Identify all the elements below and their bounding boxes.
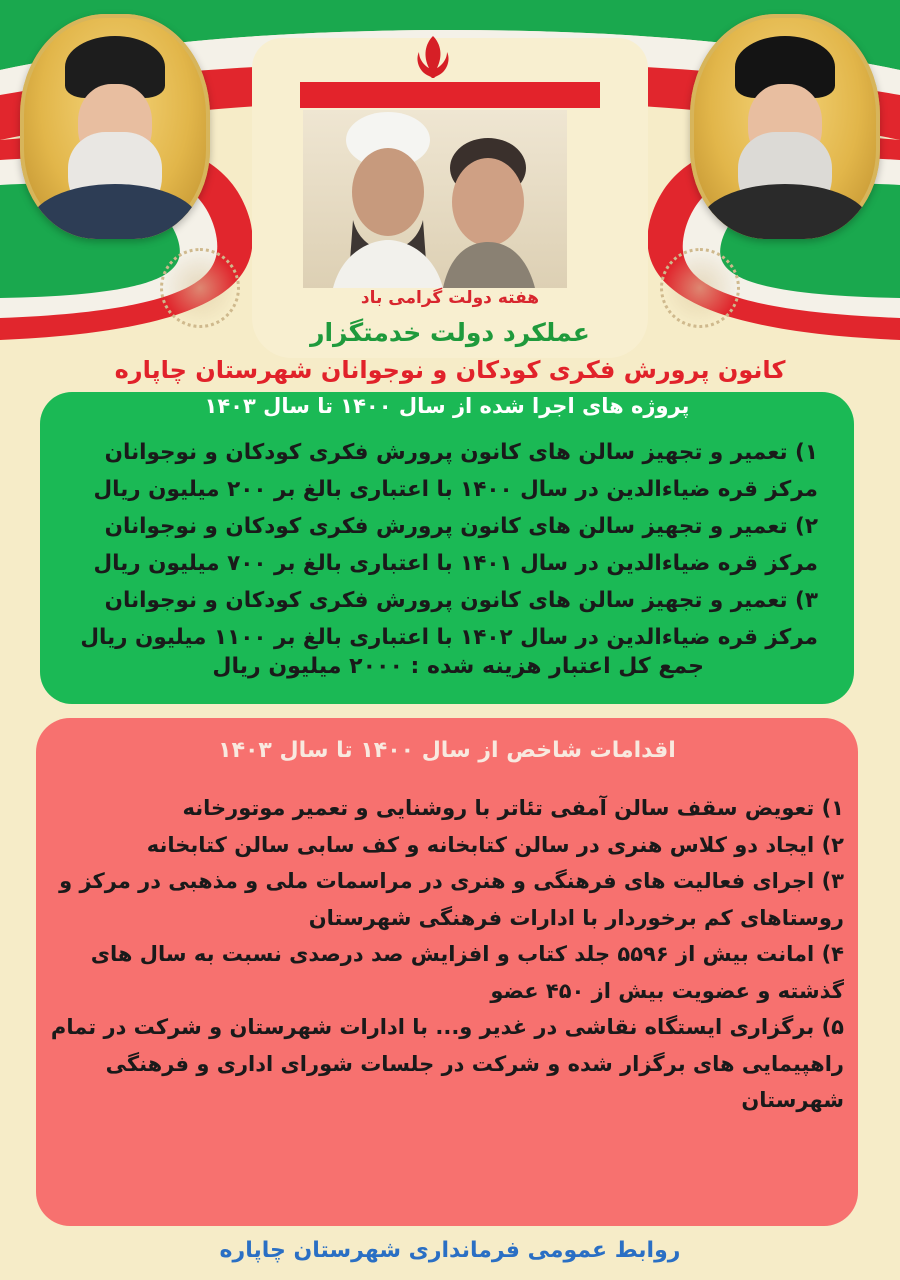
actions-heading: اقدامات شاخص از سال ۱۴۰۰ تا سال ۱۴۰۳ (218, 738, 676, 763)
main-title: عملکرد دولت خدمتگزار (310, 318, 590, 347)
action-item: ۲) ایجاد دو کلاس هنری در سالن کتابخانه و کف سابی سالن کتابخانه (146, 832, 844, 857)
project-item: ۱) تعمیر و تجهیز سالن های کانون پرورش فکری کودکان و نوجوانان مرکز قره ضیاءالدین در سال ۱۴۰۰ با اعتباری بالغ بر ۲۰۰ میلیون ریال (93, 440, 818, 502)
projects-total: جمع کل اعتبار هزینه شده : ۲۰۰۰ میلیون ریال (212, 654, 704, 679)
organization-title: کانون پرورش فکری کودکان و نوجوانان شهرستان چاپاره (114, 356, 786, 384)
action-item: ۵) برگزاری ایستگاه نقاشی در غدیر و... با ادارات شهرستان و شرکت در تمام راهپیمایی های برگزار شده و شرکت در جلسات شورای اداری و فرهنگی شهرستان (50, 1015, 844, 1112)
greeting-title: هفته دولت گرامی باد (360, 288, 540, 308)
project-item: ۲) تعمیر و تجهیز سالن های کانون پرورش فکری کودکان و نوجوانان مرکز قره ضیاءالدین در سال ۱۴۰۱ با اعتباری بالغ بر ۷۰۰ میلیون ریال (93, 514, 818, 576)
actions-list (44, 790, 844, 1119)
project-item: ۳) تعمیر و تجهیز سالن های کانون پرورش فکری کودکان و نوجوانان مرکز قره ضیاءالدین در سال ۱۴۰۲ با اعتباری بالغ بر ۱۱۰۰ میلیون ریال (80, 588, 818, 650)
iran-emblem-icon (405, 30, 461, 82)
actions-panel (36, 718, 858, 1226)
flag-stripe (300, 82, 600, 108)
projects-heading: پروژه های اجرا شده از سال ۱۴۰۰ تا سال ۱۴۰۳ (204, 394, 690, 418)
portrait-left (20, 14, 210, 239)
portrait-right (690, 14, 880, 239)
action-item: ۴) امانت بیش از ۵۵۹۶ جلد کتاب و افزایش صد درصدی نسبت به سال های گذشته و عضویت بیش از ۴۵۰ عضو (90, 942, 844, 1003)
footer-credit: روابط عمومی فرمانداری شهرستان چاپاره (219, 1238, 681, 1263)
action-item: ۱) تعویض سقف سالن آمفی تئاتر با روشنایی و تعمیر موتورخانه (182, 796, 844, 820)
action-item: ۳) اجرای فعالیت های فرهنگی و هنری در مراسمات ملی و مذهبی در مرکز و روستاهای کم برخوردار با ادارات فرهنگی شهرستان (59, 869, 844, 930)
martyrs-photo (303, 110, 567, 288)
projects-panel (40, 392, 854, 704)
